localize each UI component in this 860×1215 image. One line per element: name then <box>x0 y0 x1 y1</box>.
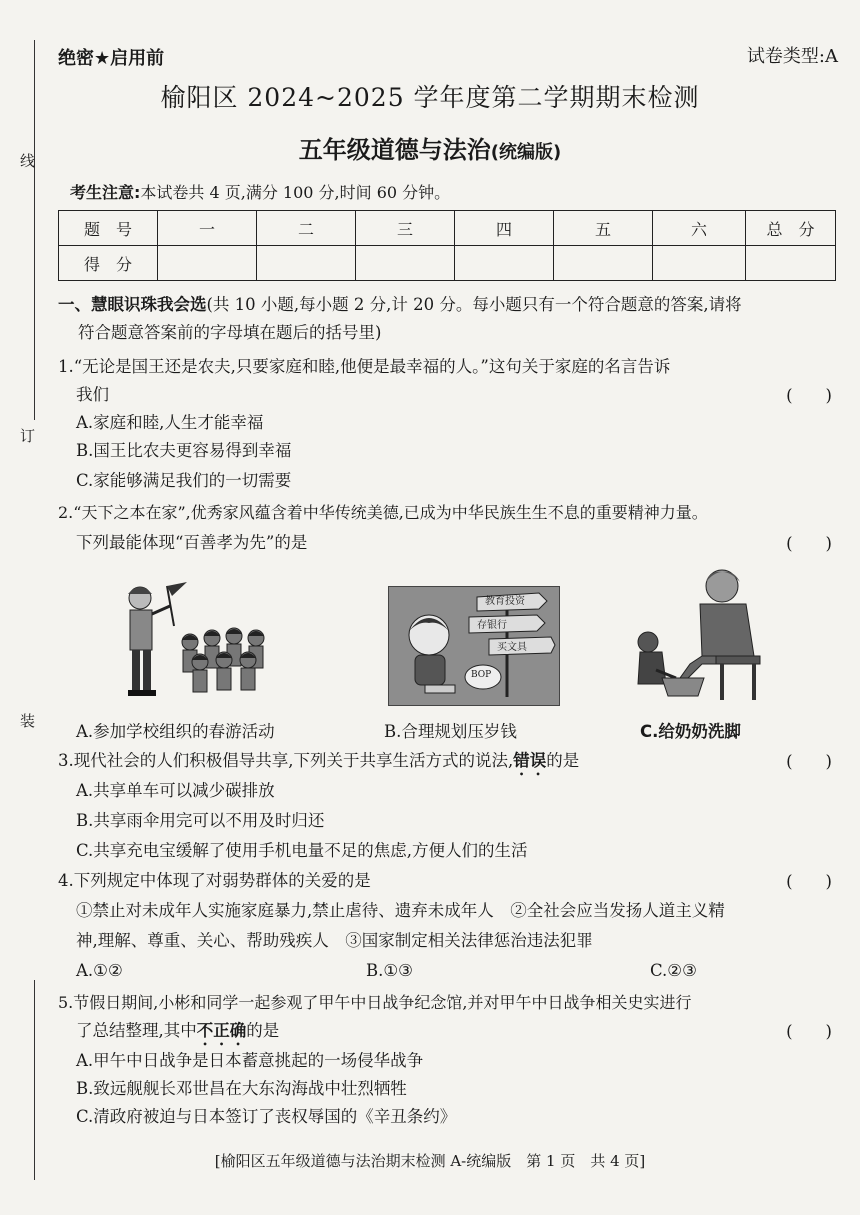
paper-type: 试卷类型:A <box>746 46 838 67</box>
section-instructions-cont: 符合题意答案前的字母填在题后的括号里) <box>78 323 382 342</box>
question-4-option-c: C.②③ <box>650 961 697 980</box>
question-1-stem: 1.“无论是国王还是农夫,只要家庭和睦,他便是最幸福的人。”这句关于家庭的名言告诉 <box>58 357 671 376</box>
score-input-cell[interactable] <box>746 246 836 281</box>
question-5-stem: 5.节假日期间,小彬和同学一起参观了甲午中日战争纪念馆,并对甲午中日战争相关史实进行 <box>58 993 692 1012</box>
table-cell: 四 <box>455 211 554 246</box>
question-3-option-a: A.共享单车可以减少碳排放 <box>76 781 275 800</box>
question-3-stem-suffix: 的是 <box>546 751 580 770</box>
question-5-option-a: A.甲午中日战争是日本蓄意挑起的一场侵华战争 <box>76 1051 424 1070</box>
score-table-header-row <box>59 211 836 246</box>
table-cell: 六 <box>653 211 746 246</box>
question-4-stem: 4.下列规定中体现了对弱势群体的关爱的是 <box>58 871 371 890</box>
exam-subtitle <box>0 130 860 165</box>
question-3-option-b: B.共享雨伞用完可以不用及时归还 <box>76 811 325 830</box>
question-3-stem <box>58 748 579 779</box>
table-cell: 题 号 <box>59 211 158 246</box>
score-input-cell[interactable] <box>653 246 746 281</box>
question-1-option-a: A.家庭和睦,人生才能幸福 <box>76 413 264 432</box>
question-5-option-c: C.清政府被迫与日本签订了丧权辱国的《辛丑条约》 <box>76 1107 457 1126</box>
score-input-cell[interactable] <box>257 246 356 281</box>
saving-money-drawing <box>389 587 559 705</box>
question-1-option-b: B.国王比农夫更容易得到幸福 <box>76 441 292 460</box>
score-table <box>58 210 836 281</box>
question-5-stem-suffix: 的是 <box>246 1021 280 1040</box>
notice-label: 考生注意: <box>70 183 141 202</box>
question-2-option-b: B.合理规划压岁钱 <box>384 722 517 741</box>
question-1-stem-cont: 我们 <box>76 385 109 404</box>
question-4-option-a: A.①② <box>76 961 123 980</box>
notice-text: 本试卷共 4 页,满分 100 分,时间 60 分钟。 <box>140 183 451 202</box>
page-footer: [榆阳区五年级道德与法治期末检测 A-统编版 第 1 页 共 4 页] <box>214 1152 646 1170</box>
exam-notice <box>70 180 450 203</box>
section-title: 一、慧眼识珠我会选 <box>58 295 207 314</box>
signpost-text-2: 存银行 <box>477 620 507 631</box>
table-cell: 二 <box>257 211 356 246</box>
question-5-emphasis: 不正确 <box>196 1021 247 1040</box>
question-2-stem-cont: 下列最能体现“百善孝为先”的是 <box>76 533 308 552</box>
question-4-option-b: B.①③ <box>366 961 413 980</box>
question-5-option-b: B.致远舰舰长邓世昌在大东沟海战中壮烈牺牲 <box>76 1079 407 1098</box>
question-2-stem: 2.“天下之本在家”,优秀家风蕴含着中华传统美德,已成为中华民族生生不息的重要精神力量。 <box>58 503 708 522</box>
answer-blank[interactable]: ( ) <box>786 872 832 891</box>
question-3-stem-prefix: 3.现代社会的人们积极倡导共享,下列关于共享生活方式的说法, <box>58 751 514 770</box>
edition-label: (统编版) <box>490 142 562 163</box>
margin-mark-ding: 订 <box>20 427 36 445</box>
question-1-option-c: C.家能够满足我们的一切需要 <box>76 471 292 490</box>
score-input-cell[interactable] <box>554 246 653 281</box>
score-input-cell[interactable] <box>356 246 455 281</box>
score-input-cell[interactable] <box>158 246 257 281</box>
table-cell: 三 <box>356 211 455 246</box>
signpost-text-3: 买文具 <box>497 642 527 653</box>
answer-blank[interactable]: ( ) <box>786 1022 832 1041</box>
question-2-option-c: C.给奶奶洗脚 <box>640 722 741 741</box>
question-4-items: ①禁止对未成年人实施家庭暴力,禁止虐待、遗弃未成年人 ②全社会应当发扬人道主义精 <box>76 901 725 920</box>
section-instructions: (共 10 小题,每小题 2 分,计 20 分。每小题只有一个符合题意的答案,请将 <box>206 295 742 314</box>
question-3-emphasis: 错误 <box>513 751 547 770</box>
question-3-option-c: C.共享充电宝缓解了使用手机电量不足的焦虑,方便人们的生活 <box>76 841 528 860</box>
answer-blank[interactable]: ( ) <box>786 752 832 771</box>
answer-blank[interactable]: ( ) <box>786 386 832 405</box>
subject-name: 五年级道德与法治 <box>298 136 491 164</box>
signpost-text-1: 教育投资 <box>485 596 525 607</box>
table-cell: 一 <box>158 211 257 246</box>
table-cell: 得 分 <box>59 246 158 281</box>
question-4-items-cont: 神,理解、尊重、关心、帮助残疾人 ③国家制定相关法律惩治违法犯罪 <box>76 931 593 950</box>
table-cell: 总 分 <box>746 211 836 246</box>
piggy-bank-text: BOP <box>471 670 492 680</box>
margin-mark-zhuang: 装 <box>20 712 36 730</box>
question-5-stem-prefix: 了总结整理,其中 <box>76 1021 197 1040</box>
question-5-stem-cont <box>76 1018 279 1049</box>
section-heading <box>58 292 742 318</box>
score-input-cell[interactable] <box>455 246 554 281</box>
question-2-option-a: A.参加学校组织的春游活动 <box>76 722 275 741</box>
spring-outing-illustration <box>112 566 282 711</box>
confidential-label: 绝密★启用前 <box>58 48 165 69</box>
foot-washing-illustration <box>630 560 780 710</box>
exam-title: 榆阳区 2024~2025 学年度第二学期期末检测 <box>160 83 700 112</box>
answer-blank[interactable]: ( ) <box>786 534 832 553</box>
score-table-score-row <box>59 246 836 281</box>
margin-mark-line: 线 <box>20 152 36 170</box>
table-cell: 五 <box>554 211 653 246</box>
saving-money-illustration <box>388 586 560 706</box>
